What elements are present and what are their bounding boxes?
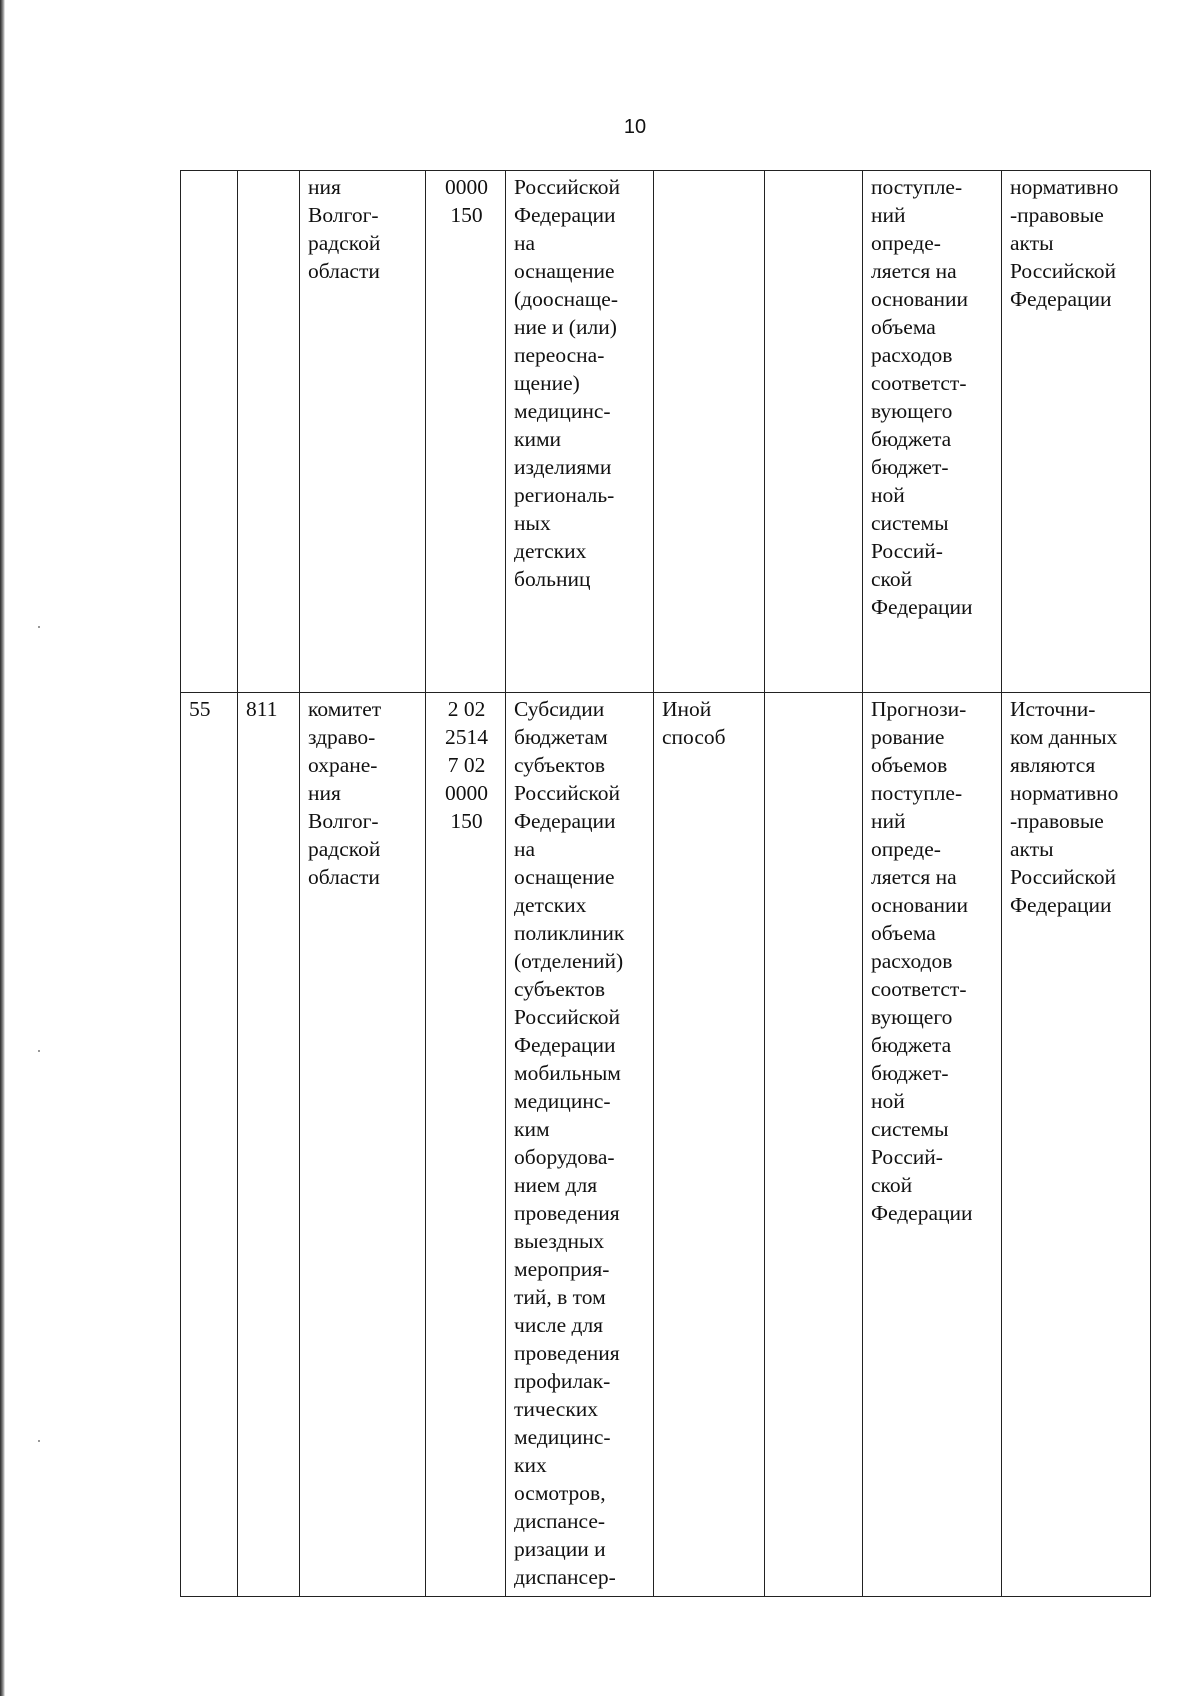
cell-text-line: являются	[1010, 753, 1096, 777]
cell-text-line: ской	[871, 567, 913, 591]
cell-text-line: -правовые	[1010, 203, 1104, 227]
cell-text-line: бюджет-	[871, 455, 949, 479]
cell-text-line: радской	[308, 231, 381, 255]
cell-text-line: основании	[871, 287, 969, 311]
cell-text-line: вующего	[871, 1005, 953, 1029]
cell-revenue-name	[506, 693, 654, 1597]
cell-text-line: вующего	[871, 399, 953, 423]
scan-edge	[0, 0, 5, 1696]
cell-text-line: Федерации	[1010, 893, 1112, 917]
cell-text-line: бюджета	[871, 1033, 952, 1057]
cell-text-line: объема	[871, 921, 936, 945]
cell-text-line: 150	[450, 203, 483, 227]
cell-text-line: охране-	[308, 753, 378, 777]
cell-text-line: 2514	[445, 725, 488, 749]
cell-text-line: Иной	[662, 697, 712, 721]
cell-text-line: субъектов	[514, 753, 605, 777]
cell-text-line: оборудова-	[514, 1145, 615, 1169]
table-row	[181, 693, 1151, 1597]
cell-text-line: проведения	[514, 1341, 620, 1365]
cell-text-line: расходов	[871, 949, 953, 973]
cell-text-line: Россий-	[871, 1145, 943, 1169]
cell-forecast-method	[654, 693, 765, 1597]
cell-text-line: расходов	[871, 343, 953, 367]
cell-text-line: ных	[514, 511, 551, 535]
table-row	[181, 171, 1151, 693]
cell-text-line: комитет	[308, 697, 382, 721]
cell-text-line: рование	[871, 725, 945, 749]
cell-text-line: акты	[1010, 231, 1054, 255]
cell-text-line: Российской	[514, 175, 620, 199]
cell-text-line: Федерации	[1010, 287, 1112, 311]
page-number: 10	[623, 116, 647, 138]
cell-text-line: профилак-	[514, 1369, 611, 1393]
cell-text-line: на	[514, 837, 536, 861]
cell-text-line: (отделений)	[514, 949, 624, 973]
cell-text-line: 7 02	[447, 753, 486, 777]
cell-text-line: мобильным	[514, 1061, 621, 1085]
cell-text-line: соответст-	[871, 371, 967, 395]
cell-revenue-code	[426, 693, 506, 1597]
cell-text-line: Волгог-	[308, 203, 379, 227]
cell-text-line: Федерации	[871, 1201, 973, 1225]
cell-text-line: тических	[514, 1397, 599, 1421]
cell-text-line: ком данных	[1010, 725, 1118, 749]
cell-text-line: ной	[871, 483, 905, 507]
cell-text-line: Российской	[1010, 259, 1116, 283]
table-body	[181, 171, 1151, 1597]
cell-revenue-code	[426, 171, 506, 693]
cell-text-line: Российской	[514, 1005, 620, 1029]
cell-text-line: детских	[514, 893, 587, 917]
cell-text-line: 150	[450, 809, 483, 833]
cell-text-line: поликлиник	[514, 921, 625, 945]
cell-text-line: поступле-	[871, 175, 963, 199]
cell-text-line: Федерации	[871, 595, 973, 619]
cell-text-line: системы	[871, 1117, 949, 1141]
cell-text-line: диспансе-	[514, 1509, 606, 1533]
cell-text-line: осмотров,	[514, 1481, 606, 1505]
cell-text-line: ний	[871, 809, 906, 833]
cell-text-line: щение)	[514, 371, 580, 395]
cell-text-line: Россий-	[871, 539, 943, 563]
cell-text-line: мероприя-	[514, 1257, 610, 1281]
cell-text-line: ляется на	[871, 259, 957, 283]
cell-text-line: основании	[871, 893, 969, 917]
cell-admin-name	[300, 693, 426, 1597]
cell-text-line: объема	[871, 315, 936, 339]
cell-row-number	[181, 171, 238, 693]
cell-text-line: 811	[246, 697, 278, 721]
cell-text-line: кими	[514, 427, 562, 451]
scan-speck	[38, 626, 40, 628]
cell-text-line: Федерации	[514, 1033, 616, 1057]
cell-text-line: 0000	[445, 781, 488, 805]
cell-text-line: бюджетам	[514, 725, 608, 749]
cell-admin-code	[238, 693, 300, 1597]
cell-text-line: Волгог-	[308, 809, 379, 833]
cell-text-line: бюджета	[871, 427, 952, 451]
cell-text-line: акты	[1010, 837, 1054, 861]
cell-text-line: -правовые	[1010, 809, 1104, 833]
cell-data-source	[1002, 693, 1151, 1597]
cell-text-line: нормативно	[1010, 781, 1119, 805]
cell-text-line: ной	[871, 1089, 905, 1113]
cell-text-line: нормативно	[1010, 175, 1119, 199]
cell-text-line: ской	[871, 1173, 913, 1197]
cell-formula	[765, 171, 863, 693]
cell-text-line: оснащение	[514, 865, 615, 889]
cell-text-line: медицинс-	[514, 1425, 611, 1449]
cell-text-line: области	[308, 865, 380, 889]
cell-text-line: ние и (или)	[514, 315, 617, 339]
cell-revenue-name	[506, 171, 654, 693]
revenue-table	[180, 170, 1151, 1597]
cell-text-line: поступле-	[871, 781, 963, 805]
cell-admin-code	[238, 171, 300, 693]
cell-algorithm	[863, 693, 1002, 1597]
cell-text-line: переосна-	[514, 343, 605, 367]
cell-text-line: ких	[514, 1453, 547, 1477]
cell-text-line: 0000	[445, 175, 488, 199]
cell-text-line: 55	[189, 697, 211, 721]
cell-text-line: тий, в том	[514, 1285, 606, 1309]
cell-text-line: системы	[871, 511, 949, 535]
cell-row-number	[181, 693, 238, 1597]
cell-text-line: Федерации	[514, 203, 616, 227]
cell-text-line: способ	[662, 725, 726, 749]
cell-text-line: медицинс-	[514, 399, 611, 423]
cell-forecast-method	[654, 171, 765, 693]
cell-text-line: здраво-	[308, 725, 376, 749]
scan-speck	[38, 1050, 40, 1052]
cell-algorithm	[863, 171, 1002, 693]
cell-text-line: изделиями	[514, 455, 612, 479]
cell-formula	[765, 693, 863, 1597]
cell-text-line: (дооснаще-	[514, 287, 618, 311]
cell-data-source	[1002, 171, 1151, 693]
cell-text-line: субъектов	[514, 977, 605, 1001]
cell-text-line: ния	[308, 175, 341, 199]
cell-text-line: Субсидии	[514, 697, 605, 721]
cell-text-line: нием для	[514, 1173, 598, 1197]
cell-text-line: региональ-	[514, 483, 615, 507]
cell-text-line: объемов	[871, 753, 948, 777]
cell-text-line: проведения	[514, 1201, 620, 1225]
cell-text-line: ний	[871, 203, 906, 227]
cell-text-line: Источни-	[1010, 697, 1096, 721]
cell-text-line: ляется на	[871, 865, 957, 889]
cell-text-line: на	[514, 231, 536, 255]
cell-text-line: радской	[308, 837, 381, 861]
cell-text-line: больниц	[514, 567, 591, 591]
cell-text-line: ким	[514, 1117, 550, 1141]
cell-text-line: выездных	[514, 1229, 605, 1253]
cell-text-line: опреде-	[871, 231, 941, 255]
cell-text-line: ния	[308, 781, 341, 805]
scan-speck	[38, 1440, 40, 1442]
cell-text-line: детских	[514, 539, 587, 563]
cell-text-line: области	[308, 259, 380, 283]
cell-text-line: оснащение	[514, 259, 615, 283]
cell-text-line: Российской	[514, 781, 620, 805]
cell-text-line: диспансер-	[514, 1565, 616, 1589]
cell-text-line: медицинс-	[514, 1089, 611, 1113]
cell-text-line: числе для	[514, 1313, 604, 1337]
cell-admin-name	[300, 171, 426, 693]
cell-text-line: опреде-	[871, 837, 941, 861]
cell-text-line: бюджет-	[871, 1061, 949, 1085]
cell-text-line: Прогнози-	[871, 697, 967, 721]
cell-text-line: соответст-	[871, 977, 967, 1001]
cell-text-line: ризации и	[514, 1537, 606, 1561]
cell-text-line: 2 02	[447, 697, 486, 721]
cell-text-line: Российской	[1010, 865, 1116, 889]
cell-text-line: Федерации	[514, 809, 616, 833]
